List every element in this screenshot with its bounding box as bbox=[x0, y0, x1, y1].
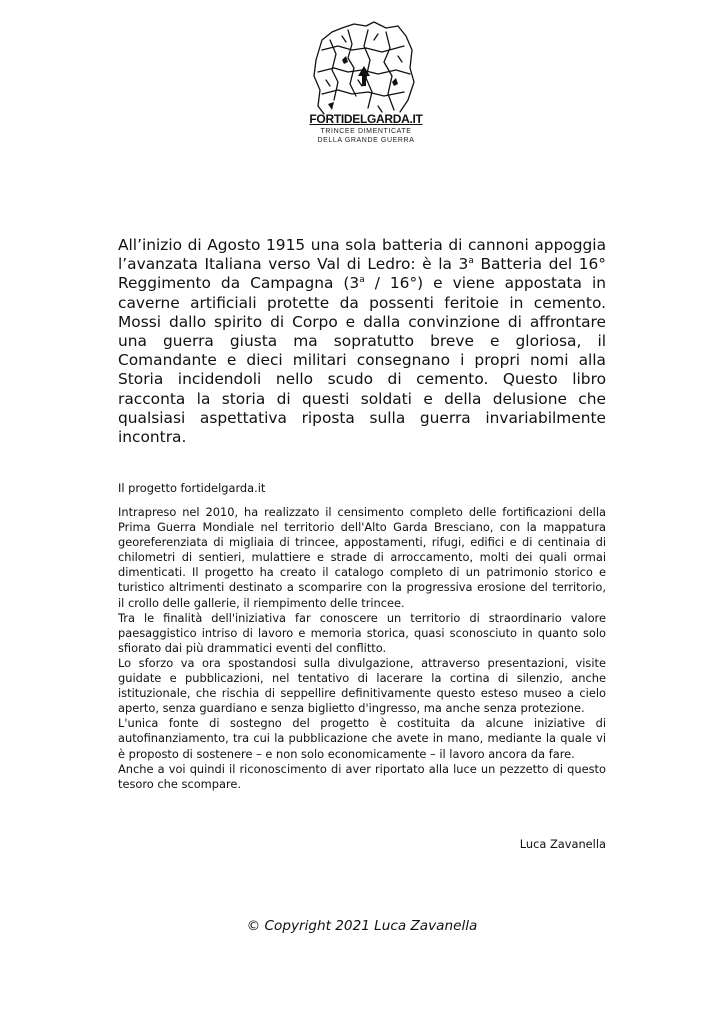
logo-tagline-2: DELLA GRANDE GUERRA bbox=[317, 137, 415, 144]
logo-tagline-1: TRINCEE DIMENTICATE bbox=[320, 128, 412, 135]
intro-text-b: Batteria del 16° Reggimento da Campagna (3 bbox=[118, 255, 606, 293]
intro-sup-b: a bbox=[359, 275, 365, 286]
intro-text-a: All’inizio di Agosto 1915 una sola batteria di cannoni appoggia l’avanzata Italiana verso Val di Ledro: è la 3 bbox=[118, 236, 606, 274]
project-paragraph-1: Intrapreso nel 2010, ha realizzato il censimento completo delle fortificazioni della Prima Guerra Mondiale nel territorio dell'Alto Garda Bresciano, con la mappatura georeferenziata di migliaia di trincee, appostamenti, rifugi, edifici e di centinaia di chilometri di sentieri, mulattiere e strade di arroccamento, molti dei quali ormai dimenticati. Il progetto ha creato il catalogo completo di un patrimonio storico e turistico altrimenti destinato a scomparire con la progressiva erosione del territorio, il crollo delle gallerie, il riempimento delle trincee. bbox=[118, 505, 606, 610]
intro-text-c: / 16°) e viene appostata in caverne artificiali protette da possenti feritoie in cemento. Mossi dallo spirito di Corpo e dalla convinzione di affrontare una guerra giusta ma sopratutto breve e gloriosa, il Comandante e dieci militari consegnano i propri nomi alla Storia incidendoli nello scudo di cemento. Questo libro racconta la storia di questi soldati e della delusione che qualsiasi aspettativa riposta sulla guerra invariabilmente incontra. bbox=[118, 274, 606, 447]
project-body bbox=[118, 505, 606, 792]
intro-sup-a: a bbox=[468, 256, 474, 267]
author-signature: Luca Zavanella bbox=[519, 837, 606, 851]
project-title: Il progetto fortidelgarda.it bbox=[118, 481, 266, 495]
project-paragraph-4: L'unica fonte di sostegno del progetto è costituita da alcune iniziative di autofinanziamento, tra cui la pubblicazione che avete in mano, mediante la quale vi è proposto di sostenere – e non solo economicamente – il lavoro ancora da fare. bbox=[118, 716, 606, 761]
intro-paragraph bbox=[118, 236, 606, 447]
project-paragraph-3: Lo sforzo va ora spostandosi sulla divulgazione, attraverso presentazioni, visite guidate e pubblicazioni, nel tentativo di lacerare la cortina di silenzio, anche istituzionale, che rischia di seppellire definitivamente questo esteso museo a cielo aperto, senza guardiano e senza biglietto d'ingresso, ma anche senza protezione. bbox=[118, 655, 606, 716]
copyright-notice: © Copyright 2021 Luca Zavanella bbox=[246, 918, 478, 934]
rock-wall-logo-icon bbox=[308, 20, 420, 116]
logo-brand-text: FORTIDELGARDA.IT bbox=[309, 112, 423, 126]
project-paragraph-2: Tra le finalità dell'iniziativa far conoscere un territorio di straordinario valore paesaggistico intriso di lavoro e memoria storica, quasi sconosciuto in quanto solo sfiorato dai più drammatici eventi del conflitto. bbox=[118, 610, 606, 655]
fortidelgarda-logo bbox=[304, 20, 428, 145]
project-paragraph-5: Anche a voi quindi il riconoscimento di aver riportato alla luce un pezzetto di questo tesoro che scompare. bbox=[118, 761, 606, 791]
